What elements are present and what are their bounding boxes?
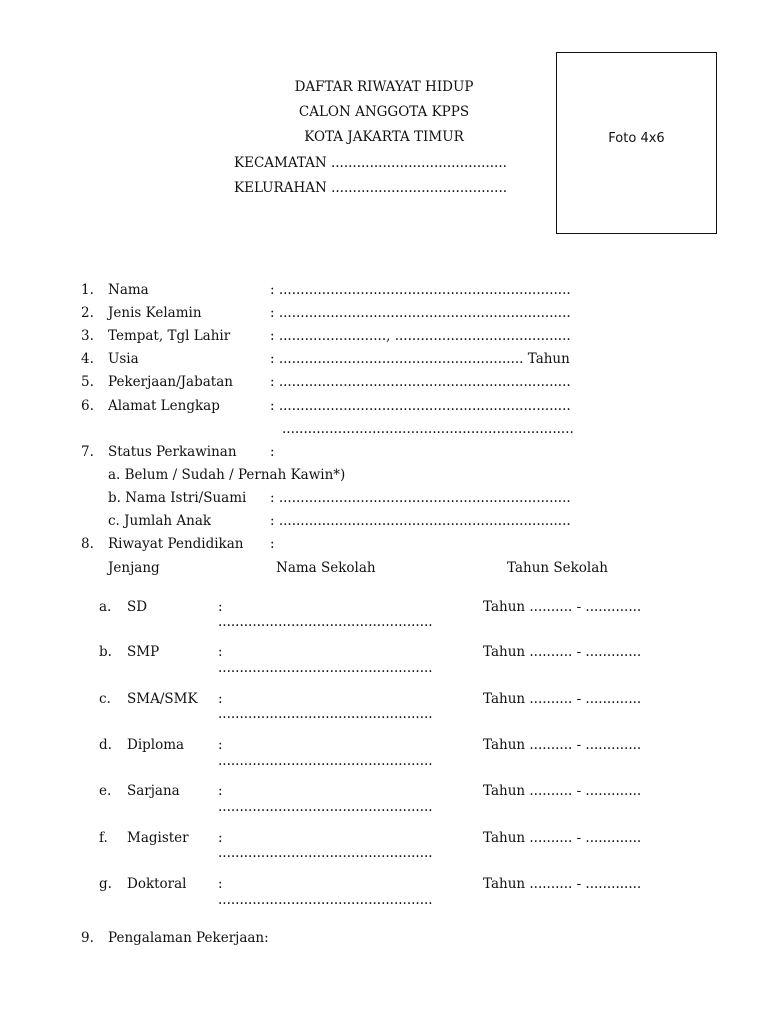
school-year-field-sma[interactable]: Tahun .......... - ............. [483, 691, 642, 707]
form-subtitle: CALON ANGGOTA KPPS [298, 104, 470, 120]
education-row-level: SMA/SMK [127, 691, 198, 707]
school-year-field-doktoral[interactable]: Tahun .......... - ............. [483, 876, 642, 892]
field-value-jenis-kelamin[interactable]: : .................................................................... [270, 305, 571, 321]
kecamatan-field[interactable]: KECAMATAN ......................................... [234, 155, 507, 171]
education-row-colon: : [218, 644, 223, 660]
education-row-level: Sarjana [127, 783, 180, 799]
education-row-level: Magister [127, 830, 189, 846]
field-label-nama: Nama [108, 282, 149, 298]
field-label-tempat-tgl-lahir: Tempat, Tgl Lahir [108, 328, 231, 344]
education-number: 8. [81, 536, 94, 552]
education-row-level: SD [127, 599, 148, 615]
education-label: Riwayat Pendidikan [108, 536, 244, 552]
education-row-colon: : [218, 737, 223, 753]
field-number: 2. [81, 305, 94, 321]
kelurahan-field[interactable]: KELURAHAN ......................................... [234, 180, 508, 196]
education-row-colon: : [218, 830, 223, 846]
education-row-letter: a. [99, 599, 112, 615]
spouse-name-field[interactable]: : .................................................................... [270, 490, 571, 506]
form-city: KOTA JAKARTA TIMUR [304, 129, 464, 145]
school-name-field-sarjana[interactable]: .................................................. [218, 799, 433, 815]
school-year-field-sd[interactable]: Tahun .......... - ............. [483, 599, 642, 615]
field-label-jenis-kelamin: Jenis Kelamin [108, 305, 202, 321]
school-year-field-sarjana[interactable]: Tahun .......... - ............. [483, 783, 642, 799]
field-number: 3. [81, 328, 94, 344]
marital-label: Status Perkawinan [108, 444, 237, 460]
education-row-colon: : [218, 783, 223, 799]
school-name-field-smp[interactable]: .................................................. [218, 660, 433, 676]
education-row-letter: g. [99, 876, 112, 892]
form-title: DAFTAR RIWAYAT HIDUP [294, 79, 474, 95]
school-name-field-sd[interactable]: .................................................. [218, 614, 433, 630]
education-row-letter: f. [99, 830, 108, 846]
photo-label: Foto 4x6 [608, 131, 665, 146]
field-label-usia: Usia [108, 351, 139, 367]
field-value-pekerjaan[interactable]: : .................................................................... [270, 374, 571, 390]
school-year-field-magister[interactable]: Tahun .......... - ............. [483, 830, 642, 846]
children-count-field[interactable]: : .................................................................... [270, 513, 571, 529]
education-row-letter: e. [99, 783, 112, 799]
field-value-tempat-tgl-lahir[interactable]: : ........................., ......................................... [270, 328, 571, 344]
field-value-nama[interactable]: : .................................................................... [270, 282, 571, 298]
field-value-alamat-line2[interactable]: .................................................................... [282, 421, 574, 437]
field-value-alamat[interactable]: : .................................................................... [270, 398, 571, 414]
field-number: 5. [81, 374, 94, 390]
school-name-field-sma[interactable]: .................................................. [218, 706, 433, 722]
field-number: 4. [81, 351, 94, 367]
school-name-field-magister[interactable]: .................................................. [218, 845, 433, 861]
marital-number: 7. [81, 444, 94, 460]
field-label-alamat: Alamat Lengkap [108, 398, 220, 414]
field-number: 6. [81, 398, 94, 414]
column-header-year: Tahun Sekolah [507, 560, 608, 576]
column-header-school: Nama Sekolah [276, 560, 376, 576]
education-row-letter: b. [99, 644, 112, 660]
spouse-name-label: b. Nama Istri/Suami [108, 490, 247, 506]
column-header-level: Jenjang [108, 560, 160, 576]
education-row-colon: : [218, 599, 223, 615]
education-row-letter: d. [99, 737, 112, 753]
school-year-field-smp[interactable]: Tahun .......... - ............. [483, 644, 642, 660]
field-value-usia[interactable]: : ......................................................... Tahun [270, 351, 570, 367]
education-colon: : [270, 536, 275, 552]
education-row-letter: c. [99, 691, 111, 707]
field-label-pekerjaan: Pekerjaan/Jabatan [108, 374, 233, 390]
experience-label: Pengalaman Pekerjaan: [108, 930, 269, 946]
education-row-colon: : [218, 876, 223, 892]
photo-box[interactable] [556, 52, 717, 234]
marital-colon: : [270, 444, 275, 460]
education-row-level: SMP [127, 644, 160, 660]
education-row-colon: : [218, 691, 223, 707]
experience-number: 9. [81, 930, 94, 946]
children-count-label: c. Jumlah Anak [108, 513, 212, 529]
field-number: 1. [81, 282, 94, 298]
education-row-level: Diploma [127, 737, 185, 753]
education-row-level: Doktoral [127, 876, 187, 892]
school-year-field-diploma[interactable]: Tahun .......... - ............. [483, 737, 642, 753]
school-name-field-diploma[interactable]: .................................................. [218, 753, 433, 769]
school-name-field-doktoral[interactable]: .................................................. [218, 892, 433, 908]
marital-status-options[interactable]: a. Belum / Sudah / Pernah Kawin*) [108, 467, 346, 483]
